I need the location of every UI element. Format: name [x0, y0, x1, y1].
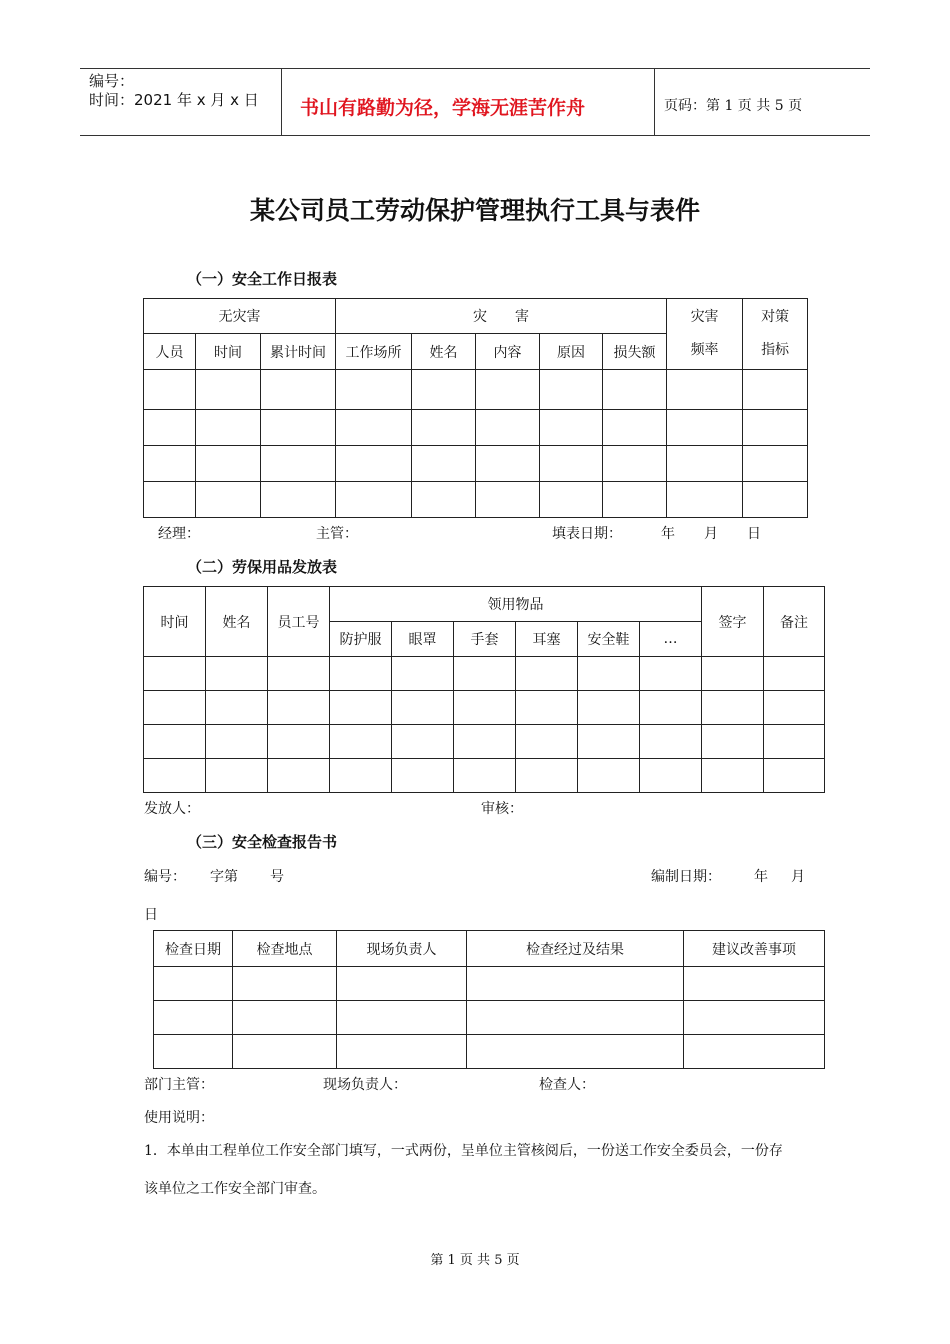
table-cell[interactable] [233, 1035, 337, 1069]
table-cell[interactable] [684, 967, 825, 1001]
column-header: 检查日期 [154, 931, 233, 967]
table-row [144, 691, 825, 725]
table-cell[interactable] [412, 370, 476, 410]
table-cell[interactable] [467, 1001, 684, 1035]
table-cell[interactable] [684, 1001, 825, 1035]
table-cell[interactable] [154, 1035, 233, 1069]
table-cell[interactable] [336, 446, 412, 482]
table-cell[interactable] [196, 482, 261, 518]
table-cell[interactable] [516, 725, 578, 759]
table-cell[interactable] [392, 657, 454, 691]
compile-date-year: 年 [754, 869, 768, 885]
table-cell[interactable] [144, 691, 206, 725]
table-cell[interactable] [337, 1035, 467, 1069]
table-cell[interactable] [667, 446, 743, 482]
table-row [154, 967, 825, 1001]
header-motto: 书山有路勤为径，学海无涯苦作舟 [300, 97, 586, 119]
table-cell[interactable] [743, 446, 808, 482]
header-items-received: 领用物品 [330, 587, 702, 622]
sign-issuer-label: 发放人： [144, 801, 200, 817]
table-cell[interactable] [144, 759, 206, 793]
header-no-disaster: 无灾害 [144, 299, 336, 334]
table-cell[interactable] [476, 446, 540, 482]
safety-daily-report-table [143, 298, 808, 518]
usage-line-2: 该单位之工作安全部门审查。 [144, 1181, 326, 1197]
table-cell[interactable] [261, 410, 336, 446]
table-cell[interactable] [667, 482, 743, 518]
table-cell[interactable] [412, 482, 476, 518]
column-header: 检查地点 [233, 931, 337, 967]
ppe-issue-table [143, 586, 825, 793]
table-cell[interactable] [330, 657, 392, 691]
header-measure-index [743, 299, 808, 370]
table-cell[interactable] [144, 370, 196, 410]
table-cell[interactable] [540, 446, 603, 482]
table-cell[interactable] [268, 691, 330, 725]
table-cell[interactable] [454, 657, 516, 691]
column-header: 累计时间 [261, 334, 336, 370]
table-cell[interactable] [540, 370, 603, 410]
column-header-employee-id: 员工号 [268, 587, 330, 657]
table-cell[interactable] [764, 657, 825, 691]
table-cell[interactable] [206, 691, 268, 725]
safety-inspection-table [153, 930, 825, 1069]
table-cell[interactable] [261, 370, 336, 410]
header-measure-index-line2: 指标 [761, 342, 790, 358]
table-cell[interactable] [578, 725, 640, 759]
table-cell[interactable] [702, 759, 764, 793]
sign-manager-label: 经理： [158, 526, 200, 542]
section1-heading: （一）安全工作日报表 [187, 270, 338, 288]
usage-line-1: 1．本单由工程单位工作安全部门填写，一式两份，呈单位主管核阅后，一份送工作安全委员会，一份存 [144, 1143, 783, 1159]
table-cell[interactable] [233, 1001, 337, 1035]
table-row [144, 482, 808, 518]
usage-title: 使用说明： [144, 1110, 214, 1126]
table-cell[interactable] [743, 370, 808, 410]
header-divider-left [281, 68, 282, 136]
fill-date-label: 填表日期： [552, 526, 622, 542]
table-cell[interactable] [144, 446, 196, 482]
table-cell[interactable] [640, 725, 702, 759]
table-cell[interactable] [467, 1035, 684, 1069]
table-cell[interactable] [476, 410, 540, 446]
table-cell[interactable] [603, 410, 667, 446]
sign-inspector-label: 检查人： [539, 1077, 595, 1093]
header-measure-index-line1: 对策 [761, 309, 790, 325]
table-cell[interactable] [684, 1035, 825, 1069]
table-cell[interactable] [764, 691, 825, 725]
table-cell[interactable] [702, 725, 764, 759]
item-header: 安全鞋 [578, 622, 640, 657]
column-header-name: 姓名 [206, 587, 268, 657]
table-cell[interactable] [336, 410, 412, 446]
table-cell[interactable] [144, 410, 196, 446]
table-cell[interactable] [154, 1001, 233, 1035]
header-disaster-rate-line2: 频率 [690, 342, 719, 358]
item-header: 眼罩 [392, 622, 454, 657]
column-header: 工作场所 [336, 334, 412, 370]
column-header: 建议改善事项 [684, 931, 825, 967]
table-cell[interactable] [516, 759, 578, 793]
header-page-info: 页码：第 1 页 共 5 页 [664, 98, 803, 114]
column-header: 内容 [476, 334, 540, 370]
table-cell[interactable] [516, 657, 578, 691]
table-cell[interactable] [540, 410, 603, 446]
column-header: 检查经过及结果 [467, 931, 684, 967]
table-cell[interactable] [764, 725, 825, 759]
table-row [144, 410, 808, 446]
table-cell[interactable] [667, 370, 743, 410]
table-cell[interactable] [454, 691, 516, 725]
table-cell[interactable] [330, 691, 392, 725]
table-row [144, 725, 825, 759]
table-cell[interactable] [261, 446, 336, 482]
column-header: 损失额 [603, 334, 667, 370]
table-cell[interactable] [392, 759, 454, 793]
item-header: 防护服 [330, 622, 392, 657]
header-top-rule [80, 68, 870, 69]
table-cell[interactable] [743, 482, 808, 518]
table-row [154, 1035, 825, 1069]
table-cell[interactable] [603, 446, 667, 482]
table-cell[interactable] [154, 967, 233, 1001]
compile-date-day: 日 [144, 907, 158, 923]
table-cell[interactable] [476, 370, 540, 410]
header-number-label: 编号： [89, 72, 135, 90]
fill-date-day: 日 [747, 526, 761, 542]
table-cell[interactable] [603, 370, 667, 410]
table-cell[interactable] [412, 446, 476, 482]
table-cell[interactable] [144, 657, 206, 691]
table-cell[interactable] [206, 725, 268, 759]
table-cell[interactable] [476, 482, 540, 518]
header-time-label: 时间：2021 年 x 月 x 日 [89, 91, 259, 109]
table-row [144, 446, 808, 482]
report-number-end: 号 [270, 869, 284, 885]
table-cell[interactable] [454, 759, 516, 793]
header-disaster: 灾 害 [336, 299, 667, 334]
report-number-mid: 字第 [210, 869, 238, 885]
sign-dept-supervisor-label: 部门主管： [144, 1077, 214, 1093]
fill-date-month: 月 [704, 526, 718, 542]
column-header-remark: 备注 [764, 587, 825, 657]
table-cell[interactable] [392, 725, 454, 759]
table-row [154, 1001, 825, 1035]
table-cell[interactable] [268, 759, 330, 793]
table-cell[interactable] [206, 657, 268, 691]
footer-page-number: 第 1 页 共 5 页 [430, 1253, 520, 1268]
table-cell[interactable] [268, 657, 330, 691]
compile-date-label: 编制日期： [651, 869, 721, 885]
table-cell[interactable] [206, 759, 268, 793]
table-cell[interactable] [667, 410, 743, 446]
item-header: 耳塞 [516, 622, 578, 657]
table-cell[interactable] [516, 691, 578, 725]
item-header: 手套 [454, 622, 516, 657]
table-cell[interactable] [578, 759, 640, 793]
table-cell[interactable] [540, 482, 603, 518]
table-cell[interactable] [392, 691, 454, 725]
sign-site-manager-label: 现场负责人： [323, 1077, 407, 1093]
table-cell[interactable] [702, 657, 764, 691]
table-cell[interactable] [261, 482, 336, 518]
table-cell[interactable] [603, 482, 667, 518]
column-header: 时间 [196, 334, 261, 370]
column-header: 原因 [540, 334, 603, 370]
header-disaster-rate [667, 299, 743, 370]
table-cell[interactable] [640, 657, 702, 691]
table-cell[interactable] [337, 1001, 467, 1035]
column-header-signature: 签字 [702, 587, 764, 657]
header-bottom-rule [80, 135, 870, 136]
table-cell[interactable] [268, 725, 330, 759]
table-cell[interactable] [337, 967, 467, 1001]
column-header: 现场负责人 [337, 931, 467, 967]
fill-date-year: 年 [661, 526, 675, 542]
compile-date-month: 月 [791, 869, 805, 885]
column-header: 姓名 [412, 334, 476, 370]
table-cell[interactable] [702, 691, 764, 725]
sign-supervisor-label: 主管： [316, 526, 358, 542]
table-row [144, 657, 825, 691]
table-cell[interactable] [330, 759, 392, 793]
table-cell[interactable] [336, 482, 412, 518]
table-cell[interactable] [336, 370, 412, 410]
table-row [144, 370, 808, 410]
section3-heading: （三）安全检查报告书 [187, 833, 338, 851]
table-cell[interactable] [144, 482, 196, 518]
item-header: … [640, 622, 702, 657]
table-cell[interactable] [467, 967, 684, 1001]
table-cell[interactable] [640, 691, 702, 725]
table-cell[interactable] [578, 657, 640, 691]
table-row [144, 759, 825, 793]
table-cell[interactable] [578, 691, 640, 725]
table-cell[interactable] [412, 410, 476, 446]
header-divider-right [654, 68, 655, 136]
table-cell[interactable] [454, 725, 516, 759]
table-cell[interactable] [764, 759, 825, 793]
table-cell[interactable] [196, 410, 261, 446]
header-disaster-rate-line1: 灾害 [690, 309, 719, 325]
table-cell[interactable] [640, 759, 702, 793]
table-cell[interactable] [144, 725, 206, 759]
table-cell[interactable] [196, 446, 261, 482]
table-cell[interactable] [743, 410, 808, 446]
column-header-time: 时间 [144, 587, 206, 657]
sign-review-label: 审核： [481, 801, 523, 817]
table-cell[interactable] [196, 370, 261, 410]
column-header: 人员 [144, 334, 196, 370]
section2-heading: （二）劳保用品发放表 [187, 558, 338, 576]
document-title: 某公司员工劳动保护管理执行工具与表件 [249, 196, 700, 225]
table-cell[interactable] [330, 725, 392, 759]
table-cell[interactable] [233, 967, 337, 1001]
report-number-label: 编号： [144, 869, 186, 885]
